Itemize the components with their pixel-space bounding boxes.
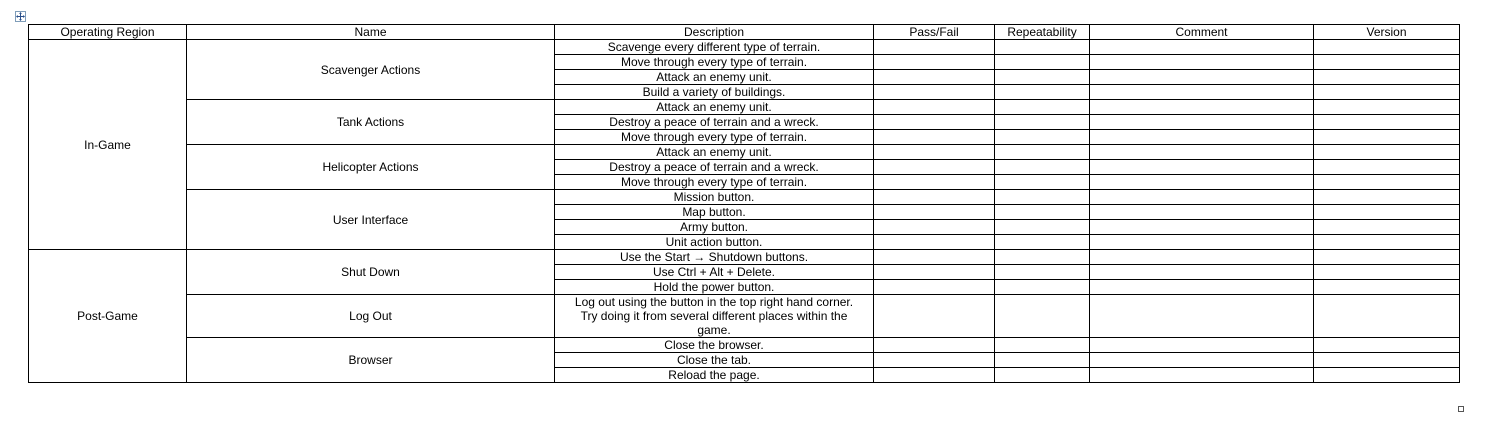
comment-cell[interactable]	[1090, 70, 1314, 85]
pass-fail-cell[interactable]	[874, 353, 995, 368]
version-cell[interactable]	[1314, 70, 1460, 85]
table-resize-handle-icon[interactable]	[1458, 406, 1464, 412]
version-cell[interactable]	[1314, 295, 1460, 338]
version-cell[interactable]	[1314, 368, 1460, 383]
repeatability-cell[interactable]	[995, 130, 1090, 145]
description-cell[interactable]: Move through every type of terrain.	[555, 55, 874, 70]
version-cell[interactable]	[1314, 235, 1460, 250]
repeatability-cell[interactable]	[995, 368, 1090, 383]
repeatability-cell[interactable]	[995, 100, 1090, 115]
repeatability-cell[interactable]	[995, 40, 1090, 55]
pass-fail-cell[interactable]	[874, 235, 995, 250]
description-cell[interactable]: Attack an enemy unit.	[555, 100, 874, 115]
comment-cell[interactable]	[1090, 130, 1314, 145]
version-cell[interactable]	[1314, 160, 1460, 175]
version-cell[interactable]	[1314, 85, 1460, 100]
description-cell[interactable]: Attack an enemy unit.	[555, 70, 874, 85]
table-row	[29, 40, 1460, 55]
repeatability-cell[interactable]	[995, 353, 1090, 368]
description-cell[interactable]: Destroy a peace of terrain and a wreck.	[555, 160, 874, 175]
repeatability-cell[interactable]	[995, 190, 1090, 205]
version-cell[interactable]	[1314, 265, 1460, 280]
description-cell[interactable]: Build a variety of buildings.	[555, 85, 874, 100]
header-version[interactable]: Version	[1314, 25, 1460, 40]
version-cell[interactable]	[1314, 175, 1460, 190]
pass-fail-cell[interactable]	[874, 145, 995, 160]
region-cell[interactable]: Post-Game	[29, 250, 187, 383]
description-cell[interactable]: Unit action button.	[555, 235, 874, 250]
pass-fail-cell[interactable]	[874, 220, 995, 235]
header-operating-region[interactable]: Operating Region	[29, 25, 187, 40]
comment-cell[interactable]	[1090, 115, 1314, 130]
header-name[interactable]: Name	[187, 25, 555, 40]
pass-fail-cell[interactable]	[874, 265, 995, 280]
comment-cell[interactable]	[1090, 55, 1314, 70]
name-cell[interactable]: Shut Down	[187, 250, 555, 295]
header-comment[interactable]: Comment	[1090, 25, 1314, 40]
description-cell[interactable]: Close the tab.	[555, 353, 874, 368]
version-cell[interactable]	[1314, 115, 1460, 130]
description-cell[interactable]: Use Ctrl + Alt + Delete.	[555, 265, 874, 280]
version-cell[interactable]	[1314, 130, 1460, 145]
pass-fail-cell[interactable]	[874, 160, 995, 175]
comment-cell[interactable]	[1090, 368, 1314, 383]
comment-cell[interactable]	[1090, 100, 1314, 115]
description-cell[interactable]: Close the browser.	[555, 338, 874, 353]
comment-cell[interactable]	[1090, 40, 1314, 55]
pass-fail-cell[interactable]	[874, 338, 995, 353]
comment-cell[interactable]	[1090, 175, 1314, 190]
description-cell[interactable]: Mission button.	[555, 190, 874, 205]
comment-cell[interactable]	[1090, 295, 1314, 338]
description-cell[interactable]: Destroy a peace of terrain and a wreck.	[555, 115, 874, 130]
version-cell[interactable]	[1314, 280, 1460, 295]
comment-cell[interactable]	[1090, 190, 1314, 205]
name-cell[interactable]: User Interface	[187, 190, 555, 250]
header-repeatability[interactable]: Repeatability	[995, 25, 1090, 40]
table-row	[29, 338, 1460, 353]
comment-cell[interactable]	[1090, 353, 1314, 368]
repeatability-cell[interactable]	[995, 175, 1090, 190]
repeatability-cell[interactable]	[995, 295, 1090, 338]
pass-fail-cell[interactable]	[874, 40, 995, 55]
name-cell[interactable]: Browser	[187, 338, 555, 383]
version-cell[interactable]	[1314, 205, 1460, 220]
description-cell[interactable]: Attack an enemy unit.	[555, 145, 874, 160]
version-cell[interactable]	[1314, 40, 1460, 55]
repeatability-cell[interactable]	[995, 70, 1090, 85]
table-move-handle-icon[interactable]	[15, 11, 26, 22]
version-cell[interactable]	[1314, 145, 1460, 160]
repeatability-cell[interactable]	[995, 115, 1090, 130]
repeatability-cell[interactable]	[995, 55, 1090, 70]
table-row	[29, 145, 1460, 160]
description-cell[interactable]: Army button.	[555, 220, 874, 235]
pass-fail-cell[interactable]	[874, 70, 995, 85]
version-cell[interactable]	[1314, 338, 1460, 353]
table-row	[29, 250, 1460, 265]
description-cell[interactable]: Use the Start → Shutdown buttons.	[555, 250, 874, 265]
name-cell[interactable]: Helicopter Actions	[187, 145, 555, 190]
description-cell[interactable]: Log out using the button in the top right hand corner. Try doing it from several different places within the game.	[555, 295, 874, 338]
pass-fail-cell[interactable]	[874, 130, 995, 145]
region-cell[interactable]: In-Game	[29, 40, 187, 250]
name-cell[interactable]: Scavenger Actions	[187, 40, 555, 100]
comment-cell[interactable]	[1090, 265, 1314, 280]
table-row	[29, 100, 1460, 115]
description-cell[interactable]: Map button.	[555, 205, 874, 220]
comment-cell[interactable]	[1090, 235, 1314, 250]
pass-fail-cell[interactable]	[874, 55, 995, 70]
repeatability-cell[interactable]	[995, 250, 1090, 265]
header-pass-fail[interactable]: Pass/Fail	[874, 25, 995, 40]
name-cell[interactable]: Tank Actions	[187, 100, 555, 145]
description-cell[interactable]: Move through every type of terrain.	[555, 130, 874, 145]
repeatability-cell[interactable]	[995, 205, 1090, 220]
repeatability-cell[interactable]	[995, 235, 1090, 250]
test-case-table	[28, 24, 1460, 383]
description-cell[interactable]: Hold the power button.	[555, 280, 874, 295]
repeatability-cell[interactable]	[995, 265, 1090, 280]
repeatability-cell[interactable]	[995, 145, 1090, 160]
comment-cell[interactable]	[1090, 250, 1314, 265]
description-cell[interactable]: Move through every type of terrain.	[555, 175, 874, 190]
comment-cell[interactable]	[1090, 220, 1314, 235]
pass-fail-cell[interactable]	[874, 205, 995, 220]
pass-fail-cell[interactable]	[874, 295, 995, 338]
pass-fail-cell[interactable]	[874, 190, 995, 205]
pass-fail-cell[interactable]	[874, 250, 995, 265]
repeatability-cell[interactable]	[995, 85, 1090, 100]
table-row	[29, 190, 1460, 205]
table-header-row	[29, 25, 1460, 40]
comment-cell[interactable]	[1090, 280, 1314, 295]
pass-fail-cell[interactable]	[874, 368, 995, 383]
version-cell[interactable]	[1314, 190, 1460, 205]
version-cell[interactable]	[1314, 353, 1460, 368]
description-cell[interactable]: Reload the page.	[555, 368, 874, 383]
description-cell[interactable]: Scavenge every different type of terrain.	[555, 40, 874, 55]
comment-cell[interactable]	[1090, 160, 1314, 175]
pass-fail-cell[interactable]	[874, 85, 995, 100]
comment-cell[interactable]	[1090, 85, 1314, 100]
table-row	[29, 295, 1460, 338]
repeatability-cell[interactable]	[995, 280, 1090, 295]
repeatability-cell[interactable]	[995, 220, 1090, 235]
version-cell[interactable]	[1314, 55, 1460, 70]
version-cell[interactable]	[1314, 220, 1460, 235]
comment-cell[interactable]	[1090, 145, 1314, 160]
comment-cell[interactable]	[1090, 205, 1314, 220]
pass-fail-cell[interactable]	[874, 280, 995, 295]
pass-fail-cell[interactable]	[874, 175, 995, 190]
repeatability-cell[interactable]	[995, 160, 1090, 175]
header-description[interactable]: Description	[555, 25, 874, 40]
pass-fail-cell[interactable]	[874, 100, 995, 115]
comment-cell[interactable]	[1090, 338, 1314, 353]
repeatability-cell[interactable]	[995, 338, 1090, 353]
version-cell[interactable]	[1314, 100, 1460, 115]
pass-fail-cell[interactable]	[874, 115, 995, 130]
name-cell[interactable]: Log Out	[187, 295, 555, 338]
version-cell[interactable]	[1314, 250, 1460, 265]
